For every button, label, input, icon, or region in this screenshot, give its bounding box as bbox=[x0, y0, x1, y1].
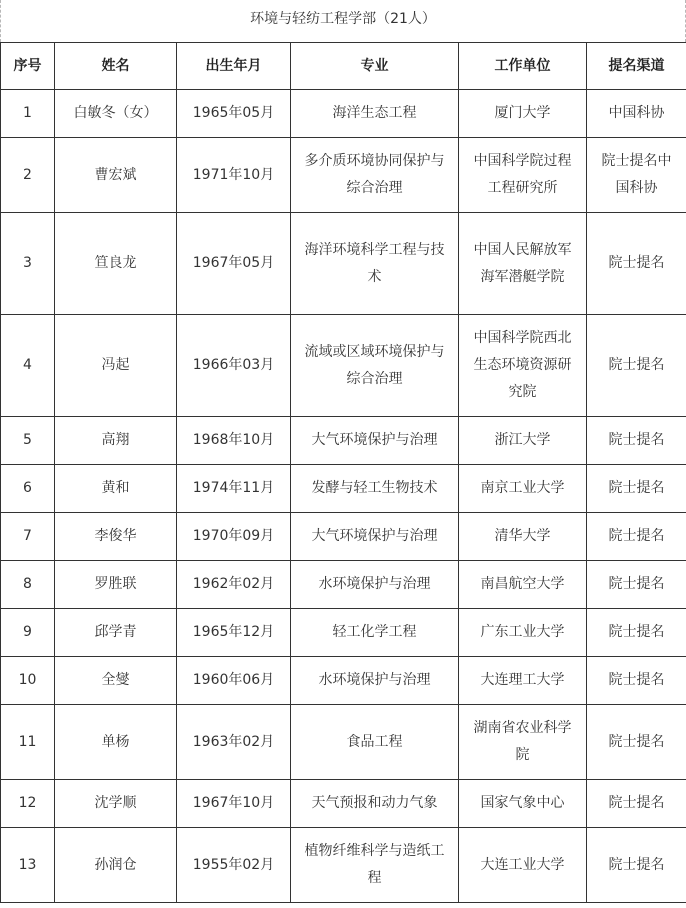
cell-birth: 1971年10月 bbox=[177, 138, 291, 213]
cell-org: 南京工业大学 bbox=[459, 465, 587, 513]
cell-org: 广东工业大学 bbox=[459, 609, 587, 657]
cell-channel: 院士提名中国科协 bbox=[587, 138, 686, 213]
cell-major: 水环境保护与治理 bbox=[291, 561, 459, 609]
table-row bbox=[1, 90, 686, 138]
header-index: 序号 bbox=[1, 43, 55, 90]
cell-channel: 院士提名 bbox=[587, 828, 686, 903]
cell-channel: 院士提名 bbox=[587, 213, 686, 315]
cell-index: 5 bbox=[1, 417, 55, 465]
cell-birth: 1968年10月 bbox=[177, 417, 291, 465]
cell-channel: 院士提名 bbox=[587, 465, 686, 513]
cell-channel: 院士提名 bbox=[587, 780, 686, 828]
header-birth: 出生年月 bbox=[177, 43, 291, 90]
cell-birth: 1963年02月 bbox=[177, 705, 291, 780]
cell-index: 11 bbox=[1, 705, 55, 780]
cell-name: 冯起 bbox=[55, 315, 177, 417]
cell-name: 孙润仓 bbox=[55, 828, 177, 903]
cell-major: 大气环境保护与治理 bbox=[291, 513, 459, 561]
table-row bbox=[1, 513, 686, 561]
header-row bbox=[1, 43, 686, 90]
cell-index: 3 bbox=[1, 213, 55, 315]
cell-index: 1 bbox=[1, 90, 55, 138]
cell-name: 全燮 bbox=[55, 657, 177, 705]
cell-org: 湖南省农业科学院 bbox=[459, 705, 587, 780]
cell-index: 7 bbox=[1, 513, 55, 561]
table-row bbox=[1, 315, 686, 417]
cell-name: 罗胜联 bbox=[55, 561, 177, 609]
cell-major: 流域或区域环境保护与综合治理 bbox=[291, 315, 459, 417]
cell-name: 黄和 bbox=[55, 465, 177, 513]
cell-birth: 1966年03月 bbox=[177, 315, 291, 417]
cell-index: 2 bbox=[1, 138, 55, 213]
cell-index: 4 bbox=[1, 315, 55, 417]
cell-birth: 1960年06月 bbox=[177, 657, 291, 705]
cell-major: 食品工程 bbox=[291, 705, 459, 780]
table-row bbox=[1, 657, 686, 705]
table-row bbox=[1, 417, 686, 465]
cell-birth: 1974年11月 bbox=[177, 465, 291, 513]
cell-major: 轻工化学工程 bbox=[291, 609, 459, 657]
cell-major: 天气预报和动力气象 bbox=[291, 780, 459, 828]
cell-birth: 1967年05月 bbox=[177, 213, 291, 315]
cell-name: 单杨 bbox=[55, 705, 177, 780]
cell-major: 海洋环境科学工程与技术 bbox=[291, 213, 459, 315]
cell-name: 高翔 bbox=[55, 417, 177, 465]
table-row bbox=[1, 138, 686, 213]
cell-major: 多介质环境协同保护与综合治理 bbox=[291, 138, 459, 213]
cell-index: 6 bbox=[1, 465, 55, 513]
cell-org: 大连工业大学 bbox=[459, 828, 587, 903]
cell-index: 8 bbox=[1, 561, 55, 609]
cell-channel: 院士提名 bbox=[587, 315, 686, 417]
cell-birth: 1955年02月 bbox=[177, 828, 291, 903]
cell-org: 厦门大学 bbox=[459, 90, 587, 138]
cell-name: 曹宏斌 bbox=[55, 138, 177, 213]
cell-birth: 1967年10月 bbox=[177, 780, 291, 828]
cell-name: 邱学青 bbox=[55, 609, 177, 657]
cell-major: 水环境保护与治理 bbox=[291, 657, 459, 705]
cell-channel: 中国科协 bbox=[587, 90, 686, 138]
cell-org: 中国人民解放军海军潜艇学院 bbox=[459, 213, 587, 315]
cell-org: 南昌航空大学 bbox=[459, 561, 587, 609]
academician-table bbox=[0, 42, 686, 903]
cell-org: 中国科学院过程工程研究所 bbox=[459, 138, 587, 213]
table-row bbox=[1, 705, 686, 780]
table-row bbox=[1, 609, 686, 657]
table-row bbox=[1, 780, 686, 828]
table-row bbox=[1, 465, 686, 513]
cell-name: 白敏冬（女） bbox=[55, 90, 177, 138]
cell-channel: 院士提名 bbox=[587, 705, 686, 780]
cell-major: 发酵与轻工生物技术 bbox=[291, 465, 459, 513]
table-row bbox=[1, 213, 686, 315]
cell-channel: 院士提名 bbox=[587, 609, 686, 657]
header-channel: 提名渠道 bbox=[587, 43, 686, 90]
cell-org: 国家气象中心 bbox=[459, 780, 587, 828]
table-caption: 环境与轻纺工程学部（21人） bbox=[0, 0, 686, 42]
header-org: 工作单位 bbox=[459, 43, 587, 90]
cell-birth: 1970年09月 bbox=[177, 513, 291, 561]
cell-channel: 院士提名 bbox=[587, 513, 686, 561]
cell-major: 海洋生态工程 bbox=[291, 90, 459, 138]
cell-birth: 1965年05月 bbox=[177, 90, 291, 138]
cell-birth: 1962年02月 bbox=[177, 561, 291, 609]
cell-channel: 院士提名 bbox=[587, 561, 686, 609]
cell-name: 沈学顺 bbox=[55, 780, 177, 828]
cell-org: 浙江大学 bbox=[459, 417, 587, 465]
table-row bbox=[1, 828, 686, 903]
cell-org: 中国科学院西北生态环境资源研究院 bbox=[459, 315, 587, 417]
header-name: 姓名 bbox=[55, 43, 177, 90]
cell-index: 9 bbox=[1, 609, 55, 657]
cell-name: 笪良龙 bbox=[55, 213, 177, 315]
cell-channel: 院士提名 bbox=[587, 417, 686, 465]
cell-index: 13 bbox=[1, 828, 55, 903]
cell-name: 李俊华 bbox=[55, 513, 177, 561]
cell-org: 清华大学 bbox=[459, 513, 587, 561]
cell-major: 植物纤维科学与造纸工程 bbox=[291, 828, 459, 903]
cell-birth: 1965年12月 bbox=[177, 609, 291, 657]
cell-index: 12 bbox=[1, 780, 55, 828]
table-row bbox=[1, 561, 686, 609]
cell-org: 大连理工大学 bbox=[459, 657, 587, 705]
header-major: 专业 bbox=[291, 43, 459, 90]
cell-index: 10 bbox=[1, 657, 55, 705]
cell-channel: 院士提名 bbox=[587, 657, 686, 705]
cell-major: 大气环境保护与治理 bbox=[291, 417, 459, 465]
